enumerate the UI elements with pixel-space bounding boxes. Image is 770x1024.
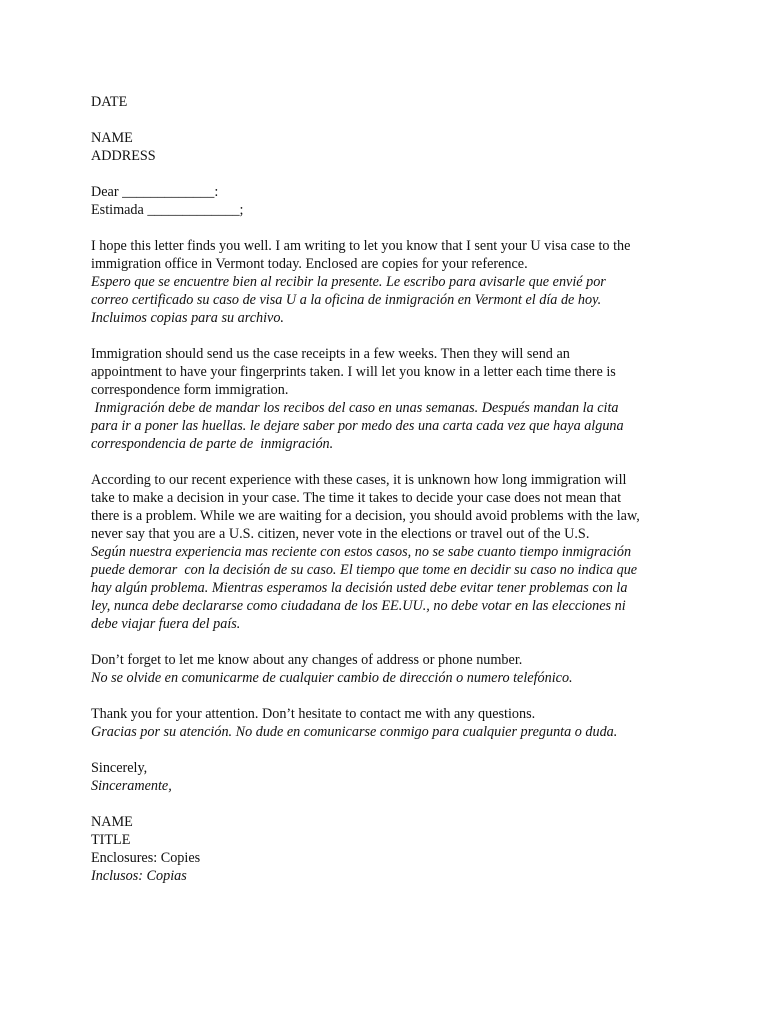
paragraph-5 <box>91 705 691 741</box>
paragraph-3-es-line-5: debe viajar fuera del país. <box>91 616 241 632</box>
paragraph-1-es-line-3: Incluimos copias para su archivo. <box>91 310 284 326</box>
signature-name: NAME <box>91 814 133 830</box>
paragraph-2-en-line-1: Immigration should send us the case receipts in a few weeks. Then they will send an <box>91 346 570 362</box>
paragraph-5-es-line-1: Gracias por su atención. No dude en comunicarse conmigo para cualquier pregunta o duda. <box>91 724 618 740</box>
paragraph-1 <box>91 237 691 327</box>
paragraph-1-es-line-1: Espero que se encuentre bien al recibir la presente. Le escribo para avisarle que envié por <box>91 274 606 290</box>
paragraph-4-en-line-1: Don’t forget to let me know about any changes of address or phone number. <box>91 652 523 668</box>
closing-english: Sincerely, <box>91 760 148 776</box>
paragraph-4 <box>91 651 691 687</box>
paragraph-3-es-line-1: Según nuestra experiencia mas reciente con estos casos, no se sabe cuanto tiempo inmigración <box>91 544 632 560</box>
recipient-name: NAME <box>91 130 133 146</box>
salutation-english: Dear _____________: <box>91 184 219 200</box>
paragraph-1-en-line-2: immigration office in Vermont today. Enclosed are copies for your reference. <box>91 256 528 272</box>
closing-block <box>91 759 691 795</box>
enclosures-english: Enclosures: Copies <box>91 850 201 866</box>
enclosures-spanish: Inclusos: Copias <box>91 868 187 884</box>
paragraph-2-en-line-3: correspondence form immigration. <box>91 382 289 398</box>
signature-title: TITLE <box>91 832 131 848</box>
recipient-block <box>91 129 691 165</box>
paragraph-4-es-line-1: No se olvide en comunicarme de cualquier cambio de dirección o numero telefónico. <box>91 670 573 686</box>
paragraph-5-en-line-1: Thank you for your attention. Don’t hesitate to contact me with any questions. <box>91 706 536 722</box>
paragraph-2-es-line-3: correspondencia de parte de inmigración. <box>91 436 334 452</box>
paragraph-3-es-line-3: hay algún problema. Mientras esperamos la decisión usted debe evitar tener problemas con la <box>91 580 628 596</box>
recipient-address: ADDRESS <box>91 148 156 164</box>
paragraph-3-en-line-2: take to make a decision in your case. The time it takes to decide your case does not mean that <box>91 490 622 506</box>
paragraph-2-es-line-2: para ir a poner las huellas. le dejare saber por medo des una carta cada vez que haya alguna <box>91 418 624 434</box>
paragraph-3 <box>91 471 691 633</box>
paragraph-3-en-line-3: there is a problem. While we are waiting for a decision, you should avoid problems with the law, <box>91 508 640 524</box>
salutation-block <box>91 183 691 219</box>
paragraph-3-es-line-2: puede demorar con la decisión de su caso. El tiempo que tome en decidir su caso no indica que <box>91 562 638 578</box>
date-line: DATE <box>91 94 128 110</box>
signature-block <box>91 813 691 885</box>
paragraph-2 <box>91 345 691 453</box>
letter-page <box>91 93 691 885</box>
paragraph-1-en-line-1: I hope this letter finds you well. I am writing to let you know that I sent your U visa case to the <box>91 238 631 254</box>
paragraph-3-en-line-4: never say that you are a U.S. citizen, never vote in the elections or travel out of the U.S. <box>91 526 590 542</box>
paragraph-3-en-line-1: According to our recent experience with these cases, it is unknown how long immigration will <box>91 472 627 488</box>
paragraph-2-en-line-2: appointment to have your fingerprints taken. I will let you know in a letter each time there is <box>91 364 616 380</box>
closing-spanish: Sinceramente, <box>91 778 172 794</box>
paragraph-3-es-line-4: ley, nunca debe declararse como ciudadana de los EE.UU., no debe votar en las elecciones ni <box>91 598 626 614</box>
paragraph-1-es-line-2: correo certificado su caso de visa U a la oficina de inmigración en Vermont el día de hoy. <box>91 292 602 308</box>
salutation-spanish: Estimada _____________; <box>91 202 244 218</box>
date-block <box>91 93 691 111</box>
paragraph-2-es-line-1: Inmigración debe de mandar los recibos del caso en unas semanas. Después mandan la cita <box>91 400 619 416</box>
